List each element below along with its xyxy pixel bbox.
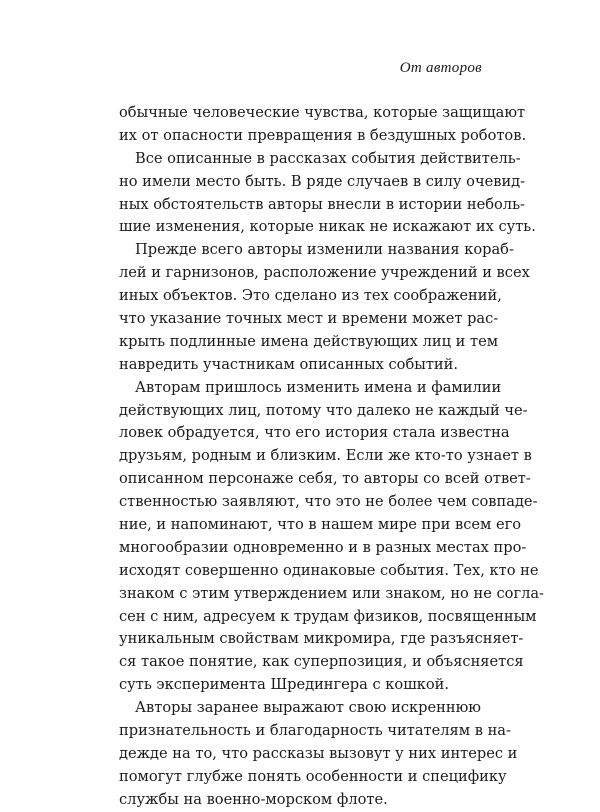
text-line: Авторам пришлось изменить имена и фамилии [135, 378, 502, 396]
body-text [119, 102, 544, 812]
text-line: навредить участникам описанных событий. [119, 355, 459, 373]
text-line: ние, и напоминают, что в нашем мире при всем его [119, 516, 522, 534]
text-line: лей и гарнизонов, расположение учреждений и всех [119, 264, 530, 282]
text-line: Прежде всего авторы изменили названия кораб- [135, 241, 514, 259]
text-line: ловек обрадуется, что его история стала известна [119, 424, 510, 442]
text-line: что указание точных мест и времени может рас- [119, 310, 499, 328]
text-line: многообразии одновременно и в разных местах про- [119, 538, 527, 556]
text-line: исходят совершенно одинаковые события. Тех, кто не [119, 561, 539, 579]
text-line: помогут глубже понять особенности и специфику [119, 767, 507, 785]
text-line: их от опасности превращения в бездушных роботов. [119, 126, 527, 144]
text-line: иных объектов. Это сделано из тех соображений, [119, 287, 502, 305]
running-head: От авторов [399, 60, 482, 76]
text-line: друзьям, родным и близким. Если же кто-то узнает в [119, 447, 532, 465]
text-line: ственностью заявляют, что это не более чем совпаде- [119, 493, 538, 511]
text-line: службы на военно-морском флоте. [119, 790, 388, 808]
text-line: признательность и благодарность читателям в на- [119, 722, 511, 740]
text-line: крыть подлинные имена действующих лиц и тем [119, 332, 499, 350]
text-line: но имели место быть. В ряде случаев в силу очевид- [119, 172, 526, 190]
text-line: ся такое понятие, как суперпозиция, и объясняется [119, 653, 524, 671]
text-line: Все описанные в рассказах события действитель- [135, 149, 521, 167]
text-line: ных обстоятельств авторы внесли в истории неболь- [119, 195, 525, 213]
text-line: описанном персонаже себя, то авторы со всей ответ- [119, 470, 531, 488]
text-line: уникальным свойствам микромира, где разъясняет- [119, 630, 524, 648]
text-line: знаком с этим утверждением или знаком, но не согла- [119, 584, 544, 602]
text-line: сен с ним, адресуем к трудам физиков, посвященным [119, 607, 537, 625]
text-line: Авторы заранее выражают свою искреннюю [135, 699, 481, 717]
text-line: дежде на то, что рассказы вызовут у них интерес и [119, 744, 518, 762]
text-line: суть эксперимента Шредингера с кошкой. [119, 676, 450, 694]
text-line: шие изменения, которые никак не искажают их суть. [119, 218, 536, 236]
text-line: обычные человеческие чувства, которые защищают [119, 104, 526, 121]
text-line: действующих лиц, потому что далеко не каждый че- [119, 401, 528, 419]
